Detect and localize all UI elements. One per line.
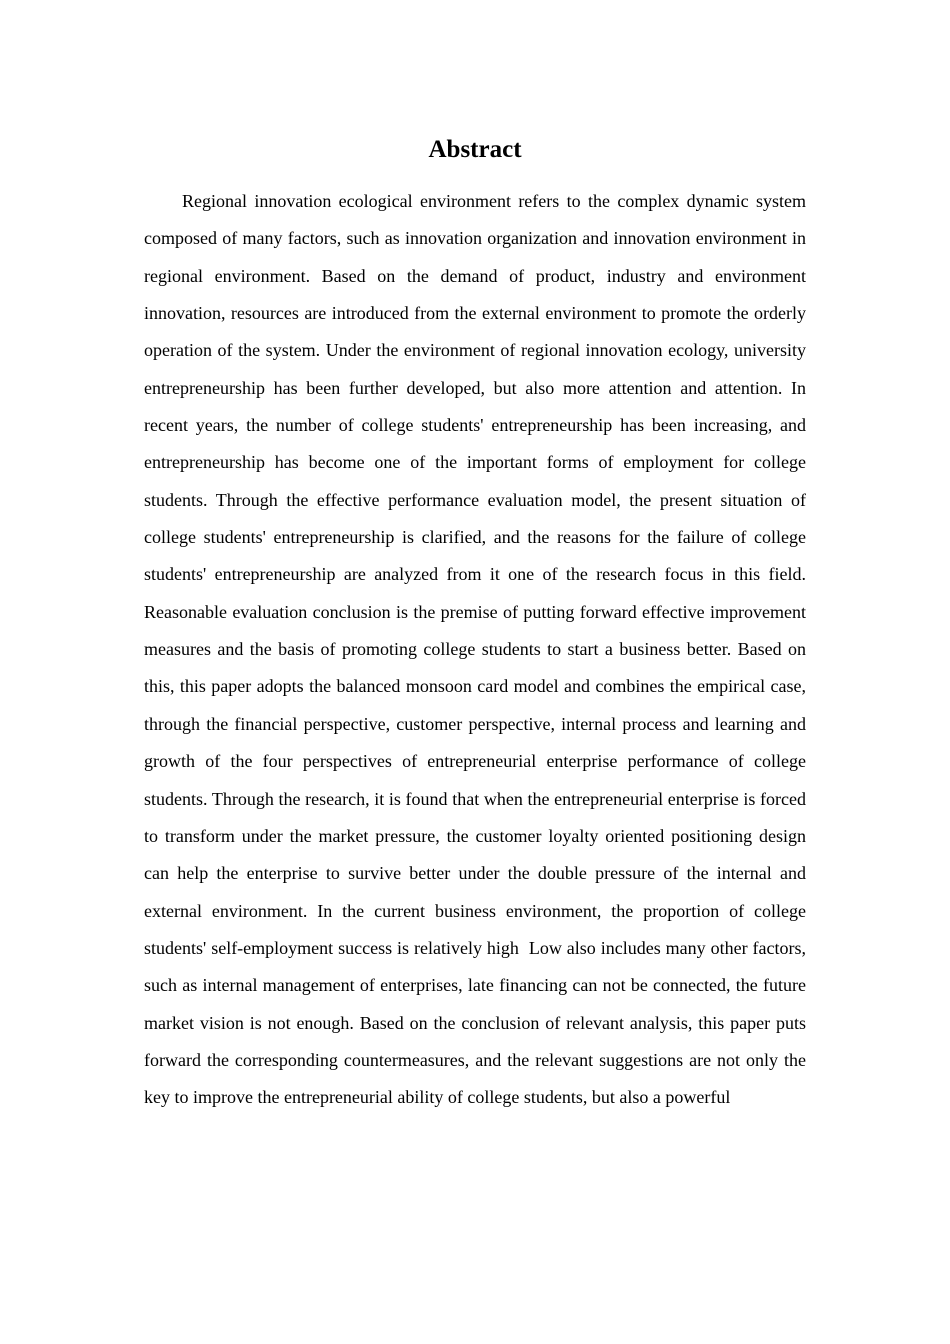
- abstract-paragraph: Regional innovation ecological environment refers to the complex dynamic system composed of many factors, such as innovation organization and innovation environment in regional environment. Based on the demand of product, industry and environment innovation, resources are introduced from the external environment to promote the orderly operation of the system. Under the environment of regional innovation ecology, university entrepreneurship has been further developed, but also more attention and attention. In recent years, the number of college students' entrepreneurship has been increasing, and entrepreneurship has become one of the important forms of employment for college students. Through the effective performance evaluation model, the present situation of college students' entrepreneurship is clarified, and the reasons for the failure of college students' entrepreneurship are analyzed from it one of the research focus in this field. Reasonable evaluation conclusion is the premise of putting forward effective improvement measures and the basis of promoting college students to start a business better. Based on this, this paper adopts the balanced monsoon card model and combines the empirical case, through the financial perspective, customer perspective, internal process and learning and growth of the four perspectives of entrepreneurial enterprise performance of college students. Through the research, it is found that when the entrepreneurial enterprise is forced to transform under the market pressure, the customer loyalty oriented positioning design can help the enterprise to survive better under the double pressure of the internal and external environment. In the current business environment, the proportion of college students' self-employment success is relatively high Low also includes many other factors, such as internal management of enterprises, late financing can not be connected, the future market vision is not enough. Based on the conclusion of relevant analysis, this paper puts forward the corresponding countermeasures, and the relevant suggestions are not only the key to improve the entrepreneurial ability of college students, but also a powerful: [144, 191, 811, 1108]
- page-title: Abstract: [428, 136, 522, 163]
